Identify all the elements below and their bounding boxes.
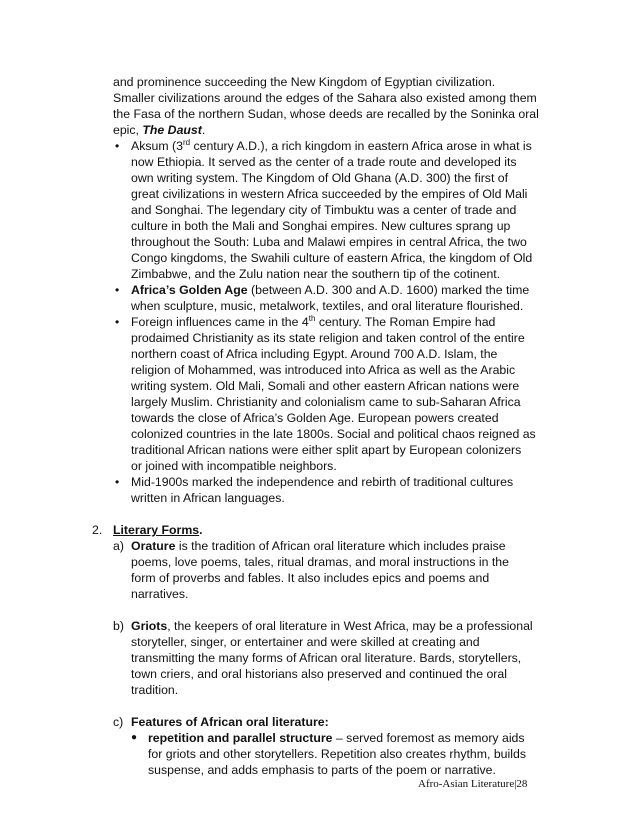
item-line: narratives. [131, 587, 189, 601]
item-text: is the tradition of African oral literature which includes praise [175, 539, 506, 553]
bullet-line: great civilizations in western Africa succeeded by the empires of Old Mali [131, 187, 528, 201]
bullet-line [131, 138, 532, 154]
item-line: poems, love poems, tales, ritual dramas, and moral instructions in the [131, 555, 509, 569]
item-line: transmitting the many forms of African oral literature. Bards, storytellers, [131, 651, 522, 665]
section-title: Literary Forms [113, 523, 200, 537]
bullet-line: writing system. Old Mali, Somali and other eastern African nations were [131, 379, 520, 393]
item-line: form of proverbs and fables. It also includes epics and poems and [131, 571, 490, 585]
item-marker: a) [113, 539, 124, 553]
section-number: 2. [92, 523, 103, 537]
bullet-line: Mid-1900s marked the independence and rebirth of traditional cultures [131, 475, 514, 489]
epic-title: The Daust [142, 123, 202, 137]
sub-bullet-line: suspense, and adds emphasis to parts of the poem or narrative. [148, 763, 496, 777]
bullet-line: Congo kingdoms, the Swahili culture of eastern Africa, the kingdom of Old [131, 251, 533, 265]
item-heading: Features of African oral literature: [131, 715, 329, 729]
bullet-line [131, 282, 529, 298]
item-line: storyteller, singer, or entertainer and were skilled at creating and [131, 635, 480, 649]
bold-term: Africa’s Golden Age [131, 283, 248, 297]
intro-line: Smaller civilizations around the edges of the Sahara also existed among them [113, 91, 537, 105]
intro-text: . [201, 123, 206, 137]
item-line [131, 538, 506, 554]
bullet-icon: ● [131, 732, 138, 743]
page-footer: Afro-Asian Literature|28 [418, 778, 528, 790]
bullet-line: written in African languages. [131, 491, 285, 505]
bullet-text: century A.D.), a rich kingdom in eastern Africa arose in what is [190, 139, 532, 153]
sub-bullet-line: for griots and other storytellers. Repetition also creates rhythm, builds [148, 747, 526, 761]
section-title-period: . [199, 523, 203, 537]
bullet-text: (between A.D. 300 and A.D. 1600) marked the time [247, 283, 530, 297]
bullet-line: now Ethiopia. It served as the center of a trade route and developed its [131, 155, 517, 169]
item-marker: c) [113, 715, 124, 729]
bullet-line: and Songhai. The legendary city of Timbuktu was a center of trade and [131, 203, 517, 217]
ordinal-suffix: rd [182, 137, 191, 147]
bullet-line: throughout the South: Luba and Malawi empires in central Africa, the two [131, 235, 527, 249]
bullet-icon: • [115, 475, 120, 489]
item-line [131, 618, 533, 634]
bullet-line: traditional African nations were either split apart by European colonizers [131, 443, 522, 457]
intro-line: the Fasa of the northern Sudan, whose deeds are recalled by the Soninka oral [113, 107, 539, 121]
bullet-line: towards the close of Africa’s Golden Age. European powers created [131, 411, 499, 425]
bullet-text: century. The Roman Empire had [315, 315, 496, 329]
bullet-icon: • [115, 139, 120, 153]
bullet-line: northern coast of Africa including Egypt. Around 700 A.D. Islam, the [131, 347, 498, 361]
intro-text: epic, [113, 123, 143, 137]
bullet-icon: • [115, 283, 120, 297]
bold-term: Griots [131, 619, 168, 633]
sub-bullet-text: – served foremost as memory aids [332, 731, 525, 745]
bullet-line: own writing system. The Kingdom of Old Ghana (A.D. 300) the first of [131, 171, 509, 185]
bullet-line: prodaimed Christianity as its state religion and taken control of the entire [131, 331, 525, 345]
item-line: town criers, and oral historians also preserved and continued the oral [131, 667, 507, 681]
bullet-icon: • [115, 315, 120, 329]
ordinal-suffix: th [308, 313, 316, 323]
bullet-line: largely Muslim. Christianity and colonialism came to sub-Saharan Africa [131, 395, 521, 409]
bold-term: repetition and parallel structure [148, 731, 333, 745]
intro-line: and prominence succeeding the New Kingdom of Egyptian civilization. [113, 75, 496, 89]
sub-bullet-line [148, 730, 525, 746]
bullet-line: Zimbabwe, and the Zulu nation near the southern tip of the cotinent. [131, 267, 501, 281]
bullet-text: Aksum (3 [131, 139, 183, 153]
intro-line [113, 122, 205, 138]
bullet-line [131, 314, 495, 330]
item-marker: b) [113, 619, 124, 633]
bullet-line: culture in both the Mali and Songhai empires. New cultures sprang up [131, 219, 511, 233]
bullet-line: when sculpture, music, metalwork, textiles, and oral literature flourished. [131, 299, 524, 313]
bullet-line: colonized countries in the late 1800s. Social and political chaos reigned as [131, 427, 536, 441]
section-heading [113, 522, 203, 538]
bullet-text: Foreign influences came in the 4 [131, 315, 309, 329]
bold-term: Orature [131, 539, 176, 553]
bullet-line: or joined with incompatible neighbors. [131, 459, 337, 473]
item-line: tradition. [131, 683, 179, 697]
item-text: , the keepers of oral literature in West Africa, may be a professional [167, 619, 533, 633]
bullet-line: religion of Mohammed, was introduced into Africa as well as the Arabic [131, 363, 516, 377]
